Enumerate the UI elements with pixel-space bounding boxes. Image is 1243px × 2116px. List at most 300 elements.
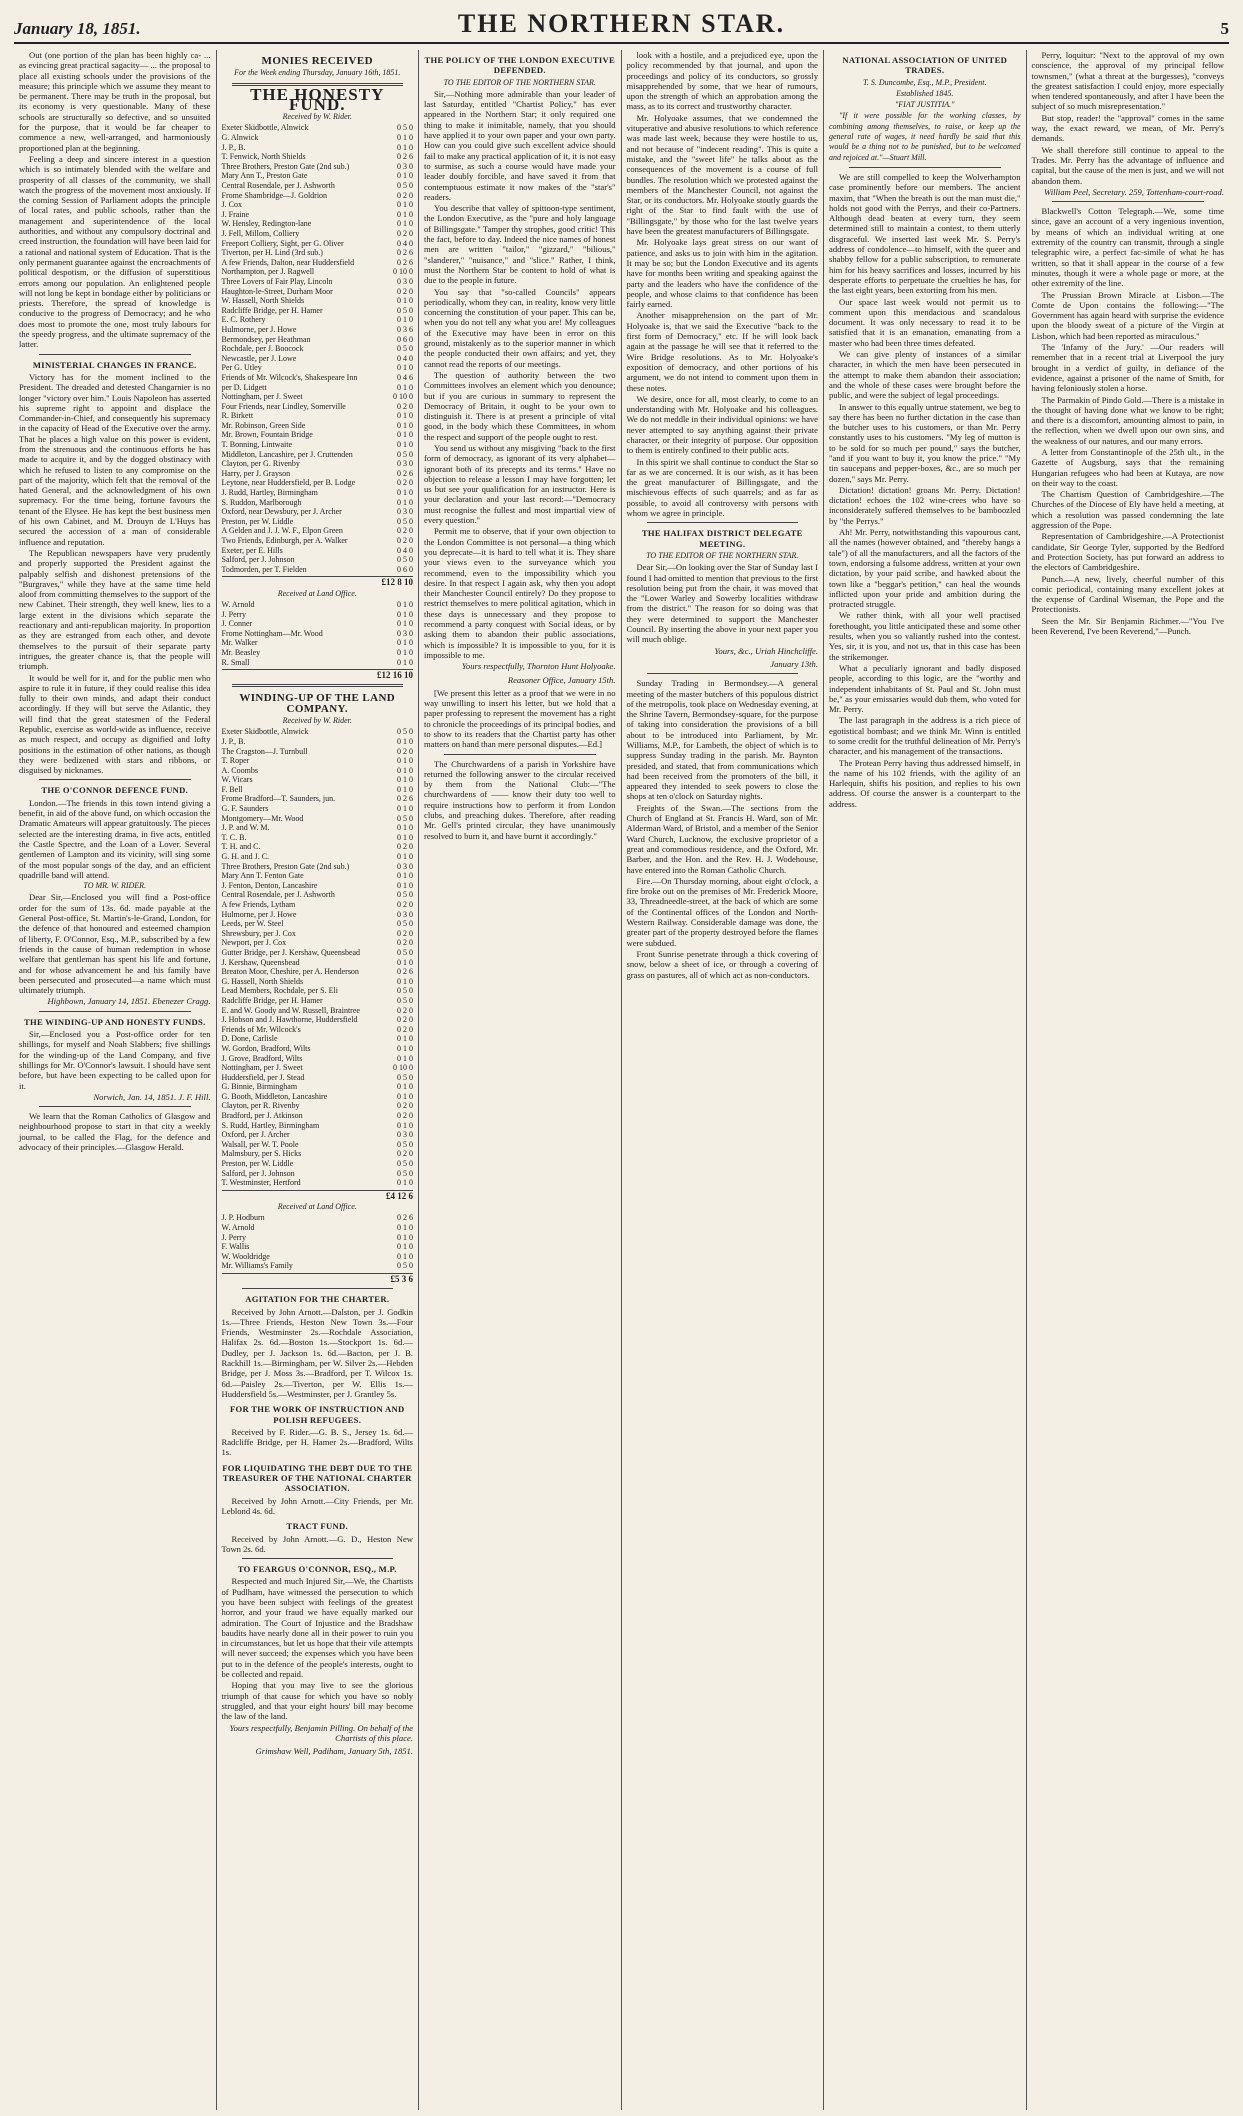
fund-entry-amount: 0 3 0	[397, 276, 413, 286]
article-paragraph: Mr. Holyoake assumes, that we condemned the vituperative and abusive resolutions to which reference was made last week, because they were hostile to us, and not because of "indecent reading". This is quite a mistake, and the "sweet life" he talks about as the consequences of the movement is a course of full bundles. The resolution which we protested against the members of the Manchester Council, not against the Star, or its conductors. Mr. Holyoake stoutly guards the right of the Star to find fault with the use of "Billingsgate," by those who for the last twelve years have been the greatest manufacturers of Billingsgate.	[626, 112, 818, 237]
subheading: For the Week ending Thursday, January 16th, 1851.	[234, 68, 401, 78]
fund-entry-amount: 0 5 0	[397, 449, 413, 459]
fund-entry-name: per D. Lidgett	[221, 382, 267, 392]
article-paragraph: Out (one portion of the plan has been highly ca- ... as evincing great practical sagacity— ... the proposal to place all existing schools under the provisions of the measure; this principle which we assume they meant to be permanent. There may be truth in the proposal, but its economy is very questionable. Many of these schools are structurally so defective, and so unsuited for the purpose, that it would be far cheaper to commence a new, well-arranged, and harmoniously proportioned plan at the beginning.	[19, 50, 211, 153]
fund-entry	[222, 411, 414, 421]
fund-entry-name: Salford, per J. Johnson	[221, 1168, 295, 1178]
article-paragraph: The Churchwardens of a parish in Yorkshire have returned the following answer to the circular received by them from the National Club:—"The churchwardens of —— know their duty too well to require instructions how to perform it from London clubs, and preaching dukes. Therefore, after reading Mr. Gell's printed circular, they have unanimously resolved to burn it, and have burnt it accordingly."	[424, 758, 616, 841]
fund-entry	[222, 619, 414, 629]
fund-entry	[222, 1159, 414, 1169]
fund-entry-amount: 0 5 0	[397, 1139, 413, 1149]
fund-entry-amount: 0 5 0	[397, 995, 413, 1005]
letter-paragraph: Dear Sir,—On looking over the Star of Sunday last I found I had omitted to mention that previous to the first resolution being put from the chair, it was moved that the "Lower Warley and Sowerby localities withdraw from the district." The reason for so doing was that they were determined to support the Manchester Council. By inserting the above in your next paper you will much oblige.	[626, 562, 818, 645]
fund-entry-amount: 0 1 0	[397, 852, 413, 862]
article-paragraph: The 'Infamy of the Jury.' —Our readers will remember that in a recent trial at Liverpool the jury brought in a verdict of guilty, in defiance of the evidence, against a prisoner of the name of Smith, for having feloniously stolen a horse.	[1031, 342, 1224, 394]
fund-entry-name: Clayton, per R. Rivenby	[221, 1101, 300, 1111]
fund-entry	[222, 967, 414, 977]
fund-entry	[222, 440, 414, 450]
fund-entry-amount: 0 1 0	[397, 1242, 413, 1252]
letter-signature: Yours, &c., Uriah Hinchcliffe.	[714, 645, 818, 656]
letter-address: TO MR. W. RIDER.	[83, 881, 147, 891]
fund-entry	[222, 766, 414, 776]
fund-entry-amount: 0 1 0	[397, 599, 413, 609]
subheading: Received by W. Rider.	[282, 716, 352, 726]
divider	[849, 167, 1001, 168]
fund-entry	[222, 823, 414, 833]
fund-entry-amount: 0 1 0	[397, 638, 413, 648]
article-paragraph: Representation of Cambridgeshire.—A Protectionist candidate, Sir George Tyler, supported by the Bedford and Protection Society, has put forward an address to the electors of Cambridgeshire.	[1031, 531, 1224, 573]
fund-entry-name: G. H. and J. C.	[221, 852, 270, 862]
fund-entry	[222, 565, 414, 575]
letter-paragraph: Sir,—Nothing more admirable than your leader of last Saturday, entitled "Chartist Policy," has ever appeared in the Northern Star; it only required one thing to make it inimitable, namely, that you should have applied it to your own paper and your own party. How can you could give such excellent advice should fail to make any practical application of it, it is not easy to surmise, as such a course would have made your leader doubly forcible, and have saved it from that contemptuous estimate it now makes of the "star's" readers.	[424, 88, 616, 202]
fund-entry-name: Nottingham, per J. Sweet	[221, 392, 303, 402]
fund-entry	[222, 785, 414, 795]
fund-entry-name: Leeds, per W. Steel	[221, 919, 284, 929]
fund-entry-amount: 0 3 6	[397, 324, 413, 334]
fund-entry	[222, 383, 414, 393]
fund-entry	[222, 171, 414, 181]
fund-entry-amount: 0 1 0	[397, 440, 413, 450]
fund-entry	[222, 1140, 414, 1150]
headline-policy-defended: THE POLICY OF THE LONDON EXECUTIVE DEFENDED.	[424, 55, 616, 76]
fund-entry-name: Central Rosendale, per J. Ashworth	[221, 890, 335, 900]
fund-entry-name: Three Brothers, Preston Gate (2nd sub.)	[221, 861, 350, 871]
article-paragraph: The Republican newspapers have very prudently and properly supported the President against the palpably selfish and dishonest pretensions of the "Burgraves," while they have at the same time held aloof from committing themselves to the support of the new Cabinet. Their strength, they well knew, lies to a large extent in the divisions which separate the reactionary and anti-republican majority. In proportion as they are estranged from each other, and devote themselves to the pursuit of their separate party intrigues, the greater chance is, that the people will triumph.	[19, 547, 211, 672]
fund-entry-amount: 0 1 0	[397, 619, 413, 629]
fund-entry-name: Preston, per W. Liddle	[221, 516, 294, 526]
letter-signature: Norwich, Jan. 14, 1851. J. F. Hill.	[93, 1091, 211, 1102]
fund-entry-amount: 0 4 0	[397, 238, 413, 248]
article-paragraph: Ah! Mr. Perry, notwithstanding this vapourous cant, all the names (however obtained, and "thereby hangs a tale") of all the manufacturers, and all the factors of the town, endorsing a fulsome address, written at your own dictation, by your paid scribe, and hawked about the town like a "beggar's petition," can heal the wounds inflicted upon your pride and ambition during the protracted struggle.	[829, 527, 1021, 610]
fund-entry-name: J. P., B.	[221, 142, 246, 152]
article-paragraph: We can give plenty of instances of a similar character, in which the men have been persecuted in the attempt to make them abandon their association; and the whole of these cases were brought before the public, and were the subject of legal proceedings.	[829, 349, 1021, 401]
fund-entry	[222, 421, 414, 431]
fund-entry	[222, 1044, 414, 1054]
fund-entry-name: Frome Nottingham—Mr. Wood	[221, 628, 323, 638]
office2-fund-list	[222, 1213, 414, 1271]
fund-entry-amount: 0 5 0	[397, 516, 413, 526]
fund-entry-name: Montgomery—Mr. Wood	[221, 813, 304, 823]
fund-entry-amount: 0 2 0	[397, 229, 413, 239]
fund-entry-amount: 0 1 0	[397, 1223, 413, 1233]
fund-entry-name: F. Bell	[221, 784, 243, 794]
fund-entry-amount: 0 2 0	[397, 1101, 413, 1111]
fund-entry-name: J. P., B.	[221, 736, 246, 746]
fund-entry-name: Walsall, per W. T. Poole	[221, 1139, 299, 1149]
fund-entry-amount: 0 1 0	[397, 832, 413, 842]
page-number: 5	[1220, 19, 1229, 38]
fund-entry	[222, 507, 414, 517]
letter-address: TO THE EDITOR OF THE NORTHERN STAR.	[646, 550, 799, 560]
fund-entry	[222, 871, 414, 881]
article-paragraph: What a peculiarly ignorant and badly disposed people, according to this logic, are the "worthy and independent inhabitants of St. Paul and St. John must be," as your emissaries would dub them, who voted for Mr. Perry.	[829, 662, 1021, 715]
letter-paragraph: Dear Sir,—Enclosed you will find a Post-office order for the sum of 13s. 6d. made payable at the General Post-office, St. Martin's-le-Grand, London, for the defence of that honoured and esteemed champion of liberty, F. O'Connor, Esq., M.P., subscribed by a few friends in the cause of human redemption in whose welfare that gentleman has spent his life and fortune, and for whose advancement he and his family have been persecuted and prosecuted—a name which must ultimately triumph.	[19, 892, 211, 996]
divider	[647, 522, 799, 523]
fund-entry-amount: 0 2 0	[397, 938, 413, 948]
fund-entry-amount: 0 1 0	[397, 823, 413, 833]
fund-entry	[222, 363, 414, 373]
headline-winding-up: WINDING-UP OF THE LAND COMPANY.	[239, 692, 396, 715]
letter-date: Reasoner Office, January 15th.	[507, 674, 616, 685]
fund-entry	[222, 1015, 414, 1025]
fund-entry-amount: 0 3 0	[397, 909, 413, 919]
fund-entry-amount: 0 5 0	[397, 890, 413, 900]
fund-entry-amount: 0 1 0	[397, 296, 413, 306]
fund-entry-name: W. Hensley, Redington-lane	[221, 219, 312, 229]
fund-entry	[222, 152, 414, 162]
fund-entry-name: Exeter Skidbottle, Alnwick	[221, 123, 309, 133]
fund-entry-name: Mary Ann T., Preston Gate	[221, 171, 308, 181]
fund-entry-amount: 0 2 0	[397, 746, 413, 756]
divider	[647, 673, 799, 674]
fund-entry-amount: 0 5 0	[397, 986, 413, 996]
headline-agitation: AGITATION FOR THE CHARTER.	[245, 1294, 390, 1305]
fund-entry-amount: 0 2 6	[397, 468, 413, 478]
fund-entry-name: W. Wooldridge	[221, 1251, 270, 1261]
fund-entry	[222, 546, 414, 556]
fund-entry-name: G. Alnwick	[221, 133, 259, 143]
fund-entry-name: Mr. Walker	[221, 638, 258, 648]
headline-debt: FOR LIQUIDATING THE DEBT DUE TO THE TREASURER OF THE NATIONAL CHARTER ASSOCIATION.	[222, 1462, 413, 1494]
fund-entry-name: Friends of Mr. Wilcock's, Shakespeare Inn	[221, 372, 358, 382]
fund-entry-amount: 0 3 0	[397, 861, 413, 871]
fund-total: £12 16 10	[222, 669, 414, 680]
fund-entry	[222, 335, 414, 345]
fund-entry-amount: 0 5 0	[397, 555, 413, 565]
fund-entry-name: Hulmorne, per J. Howe	[221, 324, 297, 334]
newspaper-title: THE NORTHERN STAR.	[457, 9, 786, 38]
fund-entry	[222, 1252, 414, 1262]
column-4	[622, 50, 825, 2110]
fund-entry-name: A few Friends, Dalton, near Huddersfield	[221, 257, 355, 267]
fund-entry-name: T. Fenwick, North Shields	[221, 152, 306, 162]
headline-to-feargus: TO FEARGUS O'CONNOR, ESQ., M.P.	[237, 1564, 397, 1575]
fund-entry	[222, 315, 414, 325]
fund-entry	[222, 727, 414, 737]
fund-entry-amount: 0 1 0	[397, 1043, 413, 1053]
fund-entry-name: S. Ruddon, Marlborough	[221, 497, 302, 507]
fund-entry-name: Exeter Skidbottle, Alnwick	[221, 727, 309, 737]
headline-national-association: NATIONAL ASSOCIATION OF UNITED TRADES.	[842, 55, 1008, 76]
fund-entry	[222, 219, 414, 229]
article-paragraph: Received by John Arnott.—G. D., Heston New Town 2s. 6d.	[221, 1533, 413, 1554]
headline-tract-fund: TRACT FUND.	[286, 1521, 348, 1532]
fund-entry-amount: 0 1 0	[397, 1034, 413, 1044]
fund-entry-name: Bradford, per J. Atkinson	[221, 1111, 303, 1121]
fund-entry-name: Todmorden, per T. Fielden	[221, 564, 307, 574]
office-fund-list	[222, 600, 414, 667]
fund-entry-amount: 0 5 0	[397, 1168, 413, 1178]
fund-entry-name: Haughton-le-Street, Durham Moor	[221, 286, 333, 296]
fund-entry	[222, 852, 414, 862]
fund-entry-amount: 0 10 0	[393, 1063, 413, 1073]
fund-entry	[222, 1149, 414, 1159]
fund-entry	[222, 747, 414, 757]
article-paragraph: Perry, loquitur: "Next to the approval of my own conscience, the approval of my principal fellow townsmen," (what a threat at the burgesses), "conveys the greatest satisfaction I could enjoy, more especially when tendered spontaneously, and after I have been the subject of so much misrepresentation."	[1031, 50, 1224, 112]
fund-entry-amount: 0 10 0	[393, 392, 413, 402]
fund-entry-name: Four Friends, near Lindley, Somerville	[221, 401, 346, 411]
fund-entry-amount: 0 2 0	[397, 286, 413, 296]
fund-entry-amount: 0 10 0	[393, 267, 413, 277]
letter-paragraph: Permit me to observe, that if your own objection to the London Committee is not personal—a thing which you deprecate—it is hard to tell what it is. They share your views even to the surveyance which you recommend, even to the impossibility which you desire. In that respect I again ask, why then you adopt their Manchester Council entirely? Do they propose to restrict themselves to mere political agitation, which in these days is unnecessary and they propose to recommend a party conquest with Social ideas, or by asking them to abandon their public associations, which is impossible? It is impossible to you, for it is impossible to me.	[424, 526, 616, 660]
letter-date: Grimshaw Well, Padiham, January 5th, 1851.	[255, 1746, 413, 1757]
headline-honesty-fund: THE HONESTY FUND.	[250, 84, 385, 114]
fund-entry-amount: 0 1 0	[397, 171, 413, 181]
fund-entry-name: A few Friends, Lytham	[221, 900, 296, 910]
letter-paragraph: Hoping that you may live to see the glorious triumph of that cause for which you have so nobly struggled, and that your eight hours' bill may become the law of the land.	[221, 1680, 413, 1722]
fund-entry	[222, 267, 414, 277]
fund-entry-name: Per G. Utley	[221, 363, 262, 373]
fund-entry	[222, 775, 414, 785]
fund-entry-amount: 0 6 0	[397, 564, 413, 574]
article-paragraph: Received by F. Rider.—G. B. S., Jersey 1s. 6d.—Radcliffe Bridge, per H. Hamer 2s.—Bradford, Wilts 1s.	[221, 1426, 413, 1458]
fund-total: £4 12 6	[222, 1190, 414, 1201]
fund-entry-name: Malmsbury, per S. Hicks	[221, 1149, 302, 1159]
fund-entry	[222, 373, 414, 383]
fund-entry-name: Mr. Robinson, Green Side	[221, 420, 306, 430]
divider	[39, 1106, 191, 1107]
fund-entry	[222, 610, 414, 620]
fund-entry	[222, 430, 414, 440]
fund-entry	[222, 123, 414, 133]
fund-entry-name: J. Fraine	[221, 209, 250, 219]
fund-entry	[222, 325, 414, 335]
fund-entry-name: Mr. Williams's Family	[221, 1261, 293, 1271]
fund-entry-name: Clayton, per G. Rivenby	[221, 459, 300, 469]
fund-entry-amount: 0 6 0	[397, 334, 413, 344]
fund-entry-name: Three Lovers of Fair Play, Lincoln	[221, 276, 333, 286]
fund-entry-amount: 0 5 0	[397, 1261, 413, 1271]
article-paragraph: Blackwell's Cotton Telegraph.—We, some time since, gave an account of a very ingenious invention, by means of which an individual writing at one extremity of the country can transmit, through a single telegraphic wire, a perfect fac-simile of what he has written, so that it shall appear in the course of a few minutes, though it were a whole page or more, at the other extremity of the line.	[1031, 206, 1224, 289]
fund-entry-amount: 0 1 0	[397, 1082, 413, 1092]
fund-entry-amount: 0 2 6	[397, 257, 413, 267]
fund-entry-name: Lead Members, Rochdale, per S. Eli	[221, 986, 338, 996]
fund-entry-amount: 0 2 0	[397, 1024, 413, 1034]
fund-entry-name: Harry, per J. Grayson	[221, 468, 291, 478]
fund-entry	[222, 1006, 414, 1016]
fund-entry-amount: 0 1 0	[397, 1053, 413, 1063]
article-paragraph: The Chartism Question of Cambridgeshire.—The Churches of the Diocese of Ely have held a meeting, at which a resolution was passed condemning the late aggression of the Pope.	[1031, 489, 1224, 531]
fund-entry-amount: 0 2 0	[397, 842, 413, 852]
fund-entry-name: J. Perry	[221, 609, 246, 619]
fund-entry-amount: 0 1 0	[397, 609, 413, 619]
article-paragraph: Our space last week would not permit us to comment upon this mendacious and scandalous document. It was only necessary to read it to be satisfied that it is an emanation, emanating from a master who had been three times defeated.	[829, 296, 1021, 348]
fund-entry-amount: 0 1 0	[397, 382, 413, 392]
fund-entry-amount: 0 5 0	[397, 123, 413, 133]
fund-entry-amount: 0 1 0	[397, 1251, 413, 1261]
fund-entry	[222, 600, 414, 610]
fund-entry-amount: 0 1 0	[397, 657, 413, 667]
fund-entry-name: Mr. Beasley	[221, 647, 261, 657]
letter-paragraph: Sir,—Enclosed you a Post-office order for ten shillings, for myself and Noah Slabbers; five shillings for the winding-up of the Land Company, and five shillings for Mr. O'Connor's lawsuit. I should have sent before, but have been expecting to be called upon for it.	[19, 1029, 211, 1091]
fund-entry	[222, 526, 414, 536]
article-paragraph: We are still compelled to keep the Wolverhampton case prominently before our members. The ancient maxim, that "When the breath is out the man must die," holds not good with the Perrys, and their co-Partners. Although dead beaten at every turn, they seem determined still to maintain a contest, to them utterly disgraceful. We inserted last week Mr. S. Perry's address of condolence—to himself, with the queer and shabby fellow for a public subscription, to remunerate him for his heavy sacrifices and losses, incurred by his desperate efforts to perpetuate the cruelties he has, for the last eight years, been extorting from his men.	[829, 171, 1021, 296]
divider	[39, 354, 191, 355]
fund-entry-amount: 0 1 0	[397, 363, 413, 373]
letter-date: January 13th.	[770, 658, 818, 669]
article-paragraph: Punch.—A new, lively, cheerful number of this comic periodical, containing many excellent jokes at the expense of Cardinal Wiseman, the Pope and the Protectionists.	[1031, 573, 1224, 615]
fund-entry-name: J. Kershaw, Queensbead	[221, 957, 300, 967]
fund-total: £12 8 10	[222, 576, 414, 587]
fund-entry	[222, 469, 414, 479]
fund-entry-amount: 0 1 0	[397, 497, 413, 507]
fund-entry	[222, 737, 414, 747]
fund-entry-amount: 0 1 0	[397, 142, 413, 152]
fund-entry-name: Leytone, near Huddersfield, per B. Lodge	[221, 478, 356, 488]
fund-entry-amount: 0 3 0	[397, 507, 413, 517]
fund-entry	[222, 658, 414, 668]
article-paragraph: We learn that the Roman Catholics of Glasgow and neighbourhood propose to start in that city a weekly journal, to be called the Flag, for the defence and advocacy of their principles.—Glasgow Herald.	[19, 1111, 211, 1152]
article-paragraph: Fire.—On Thursday morning, about eight o'clock, a fire broke out on the premises of Mr. Frederick Moore, 33, Threadneedle-street, at the back of which are some of the Continental offices of the London and North-Western Railway. Considerable damage was done, the greater part of the property destroyed before the flames were subdued.	[626, 875, 818, 948]
fund-entry	[222, 1261, 414, 1271]
letter-signature: William Peel, Secretary. 259, Tottenham-court-road.	[1044, 186, 1224, 197]
fund-entry-amount: 0 2 6	[397, 967, 413, 977]
fund-entry-name: A Gelden and J. J. W. F., Elpon Green	[221, 526, 343, 536]
fund-entry-name: A. Coombs	[221, 765, 258, 775]
article-paragraph: Another misapprehension on the part of Mr. Holyoake is, that we said the Executive "back to the first form of Democracy," etc. If he will look back again at the passage he will see that it referred to the Wire Bridge resolutions. As to Mr. Holyoake's exposition of democracy, and other portions of his argument, we do not intend to comment upon them in these notes.	[626, 310, 818, 393]
fund-entry	[222, 1063, 414, 1073]
fund-entry-name: W. Gordon, Bradford, Wilts	[221, 1043, 311, 1053]
fund-entry	[222, 210, 414, 220]
fund-entry-name: T. Westminster, Hertford	[221, 1178, 301, 1188]
issue-date: January 18, 1851.	[14, 19, 141, 38]
fund-entry-name: E. and W. Goody and W. Russell, Braintree	[221, 1005, 360, 1015]
fund-entry-name: Central Rosendale, per J. Ashworth	[221, 181, 335, 191]
fund-entry-amount: 0 2 0	[397, 1111, 413, 1121]
fund-entry-amount: 0 4 6	[397, 372, 413, 382]
fund-entry-amount: 0 5 0	[397, 1159, 413, 1169]
article-paragraph: The Parmakin of Pindo Gold.—There is a mistake in the thought of having done what we know to be right; and there is a discomfort, amounting almost to pain, in the reflection, when we dwell upon our own sins, and the weakness of our natures, and our many errors.	[1031, 394, 1224, 446]
fund-entry	[222, 488, 414, 498]
fund-entry	[222, 191, 414, 201]
article-paragraph: Seen the Mr. Sir Benjamin Richmer.—"You I've been Reverend, I've been Reverend,"—Punch.	[1031, 615, 1224, 637]
fund-entry	[222, 1092, 414, 1102]
fund-entry-name: Mary Ann T. Fenton Gate	[221, 871, 304, 881]
fund-entry-name: T. H. and C.	[221, 842, 261, 852]
fund-entry-amount: 0 3 0	[397, 459, 413, 469]
fund-entry-name: Salford, per J. Johnson	[221, 555, 295, 565]
fund-entry	[222, 277, 414, 287]
fund-entry-name: G. Binnie, Birmingham	[221, 1082, 298, 1092]
letter-paragraph: You say that "so-called Councils" appears periodically, whom they can, in reality, know very little concerning the constitution of your paper. This can be, when you do not tell any what you are! My colleagues of the Executive may have been in error on this ground, mistakenly as to the superior manner in which the people conducted their own affairs; and yet, they cannot read the reports of our meetings.	[424, 286, 616, 369]
headline-monies-received: MONIES RECEIVED	[261, 55, 373, 67]
fund-entry-amount: 0 1 0	[397, 880, 413, 890]
fund-entry	[222, 862, 414, 872]
fund-entry	[222, 1073, 414, 1083]
fund-entry-amount: 0 2 6	[397, 248, 413, 258]
fund-entry	[222, 842, 414, 852]
fund-entry-amount: 0 5 0	[397, 344, 413, 354]
editor-note: [We present this letter as a proof that we were in no way unwilling to insert his letter, but we hold that a paper professing to represent the movement has a right to chronicle the proceedings of its principal bodies, and to show to its readers that the Chartist party has other matters on hand than mere personal disputes.—Ed.]	[424, 687, 616, 750]
letter-signature: Yours respectfully, Benjamin Pilling. On behalf of the Chartists of this place.	[229, 1722, 413, 1743]
subheading: Established 1845.	[896, 88, 954, 98]
fund-entry-amount: 0 1 0	[397, 411, 413, 421]
fund-entry	[222, 958, 414, 968]
article-paragraph: We desire, once for all, most clearly, to come to an understanding with Mr. Holyoake and his colleagues. We do not meddle in their individual opinions: we have never attempted to say anything against their private character, or their integrity of purpose. Our opposition to them is entirely confined to their public acts.	[626, 393, 818, 456]
letter-paragraph: You send us without any misgiving "back to the first form of democracy, as ignorant of its very alphabet—ignorant both of its precepts and its terms." Have no objection to release a lesson I may have forgotten; let us but see your qualification for an instructor. Here is your declaration and your last record:—"Democracy must recognise the fullest and most impartial view of every question."	[424, 442, 616, 526]
fund-entry	[222, 1213, 414, 1223]
fund-entry	[222, 392, 414, 402]
fund-entry-name: Breaton Moor, Cheshire, per A. Henderson	[221, 967, 359, 977]
fund-entry	[222, 900, 414, 910]
fund-entry-amount: 0 1 0	[397, 957, 413, 967]
fund-entry-name: T. Roper	[221, 756, 250, 766]
fund-entry-name: Oxford, near Dewsbury, per J. Archer	[221, 507, 342, 517]
fund-entry-amount: 0 1 0	[397, 871, 413, 881]
fund-entry-name: F. Wallis	[221, 1242, 250, 1252]
letter-paragraph: You describe that valley of spittoon-type sentiment, the London Executive, as the "pure and holy language of Billingsgate." Tamper thy strophes, good critic! This the fact, before to day. Indeed the nice names of honest men are written "tailor," "gizzard," "bilious," "slanderer," "nuisance," and "slice." Rather, I think, must the Northern Star be content to hold of what is due to the people in future.	[424, 203, 616, 286]
fund-entry-name: G. F. Saunders	[221, 804, 269, 814]
fund-entry-amount: 0 1 0	[397, 315, 413, 325]
article-paragraph: The last paragraph in the address is a rich piece of egotistical bombast; and we think Mr. Winn is entitled to some credit for the truthful delineation of Mr. Perry's character, and his management of the transactions.	[829, 715, 1021, 757]
fund-entry	[222, 1054, 414, 1064]
fund-entry-amount: 0 1 0	[397, 765, 413, 775]
fund-entry	[222, 258, 414, 268]
fund-entry	[222, 181, 414, 191]
article-paragraph: London.—The friends in this town intend giving a benefit, in aid of the above fund, on which occasion the Dramatic Amateurs will appear gratuitously. The pieces selected are the interesting drama, in five acts, entitled the Castle Spectre, and the Loan of a Lover. Several gentlemen of Lampton and its vicinity, will sing some of the most popular songs of the day, and an efficient quadrille band will attend.	[19, 797, 211, 880]
fund-entry-amount: 0 3 0	[397, 628, 413, 638]
column-2	[217, 50, 420, 2110]
fund-entry-name: J. P. Hodburn	[221, 1213, 265, 1223]
fund-entry-name: W. Arnold	[221, 599, 255, 609]
fund-entry-name: Mr. Brown, Fountain Bridge	[221, 430, 313, 440]
article-paragraph: Dictation! dictation! groans Mr. Perry. Dictation! dictation! echoes the 102 wine-crees who have so inconsiderately suffered themselves to be bamboozled by "the Perrys."	[829, 484, 1021, 526]
fund-entry	[222, 344, 414, 354]
subheading: T. S. Duncombe, Esq., M.P., President.	[863, 77, 987, 87]
fund-entry	[222, 1223, 414, 1233]
fund-entry-amount: 0 2 0	[397, 190, 413, 200]
article-paragraph: Victory has for the moment inclined to the President. The dreaded and detested Changarnier is no longer "victory over him." Louis Napoleon has asserted his supreme right to appoint and displace the Commander-in-Chief, and consequently his supremacy in the capacity of Head of the Executive over the army. That he places a high value on this power is evident, from the strenuous and the continuous efforts he has made to acquire it, and by the dogged obstinacy with which he refused to listen to any compromise on the part of the majority, which felt that the removal of the hated General, and the acknowledgment of his own supremacy. For the time being, fortune favours the tenant of the Elysee. He has kept the best business men of his own Cabinet, and M. Drouyn de L'Huys has secured the accession of a man of considerable influence and reputation.	[19, 371, 211, 547]
fund-entry-name: W. Arnold	[221, 1223, 255, 1233]
fund-entry	[222, 229, 414, 239]
fund-entry-name: J. Hobson and J. Hawthorne, Huddersfield	[221, 1015, 358, 1025]
fund-total: £5 3 6	[222, 1273, 414, 1284]
fund-entry-amount: 0 3 0	[397, 161, 413, 171]
divider	[242, 1288, 394, 1289]
fund-entry	[222, 881, 414, 891]
fund-entry-name: T. C. B.	[221, 832, 247, 842]
fund-entry-amount: 0 2 0	[397, 401, 413, 411]
divider	[39, 779, 191, 780]
fund-entry-name: S. Rudd, Hartley, Birmingham	[221, 1120, 320, 1130]
fund-entry-amount: 0 1 0	[397, 133, 413, 143]
fund-entry-amount: 0 1 0	[397, 775, 413, 785]
fund-entry	[222, 1082, 414, 1092]
fund-entry-amount: 0 2 0	[397, 900, 413, 910]
masthead	[14, 10, 1229, 44]
fund-entry-name: J. P. and W. M.	[221, 823, 270, 833]
fund-entry-name: Newcastle, per J. Lowe	[221, 353, 297, 363]
fund-entry	[222, 629, 414, 639]
divider	[444, 754, 596, 755]
letter-paragraph: The question of authority between the two Committees involves an element which you denounce; but if you are curious in summary to represent the Democracy of Britain, it ought to be your own to distinguish it. There is at present a principle of vital good, in the body which these Committees, in whom the respect and support of the people ought to rest.	[424, 369, 616, 442]
fund-entry-amount: 0 1 0	[397, 736, 413, 746]
fund-entry-name: J. Conner	[221, 619, 253, 629]
fund-entry-amount: 0 1 0	[397, 784, 413, 794]
headline-ministerial-changes: MINISTERIAL CHANGES IN FRANCE.	[32, 359, 197, 370]
column-1	[14, 50, 217, 2110]
fund-entry	[222, 450, 414, 460]
fund-entry-name: J. Cox	[221, 200, 242, 210]
article-paragraph: A letter from Constantinople of the 25th ult., in the Gazette of Augsburg, says that the remaining Hungarian refugees who had been at Kutaya, are now on their way to the coast.	[1031, 446, 1224, 488]
winding-fund-list	[222, 727, 414, 1188]
fund-entry	[222, 287, 414, 297]
fund-entry-name: R. Small	[221, 657, 250, 667]
fund-entry-amount: 0 1 0	[397, 209, 413, 219]
article-paragraph: We rather think, with all your well practised forethought, you little anticipated these and some other results, when you so valiantly rushed into the contest. Yes, sir, it is you, and not us, that in this case has been the strikemonger.	[829, 610, 1021, 662]
fund-entry-name: Freeport Colliery, Sight, per G. Oliver	[221, 238, 344, 248]
fund-entry-name: Frome Shambridge—J. Goldrion	[221, 190, 328, 200]
